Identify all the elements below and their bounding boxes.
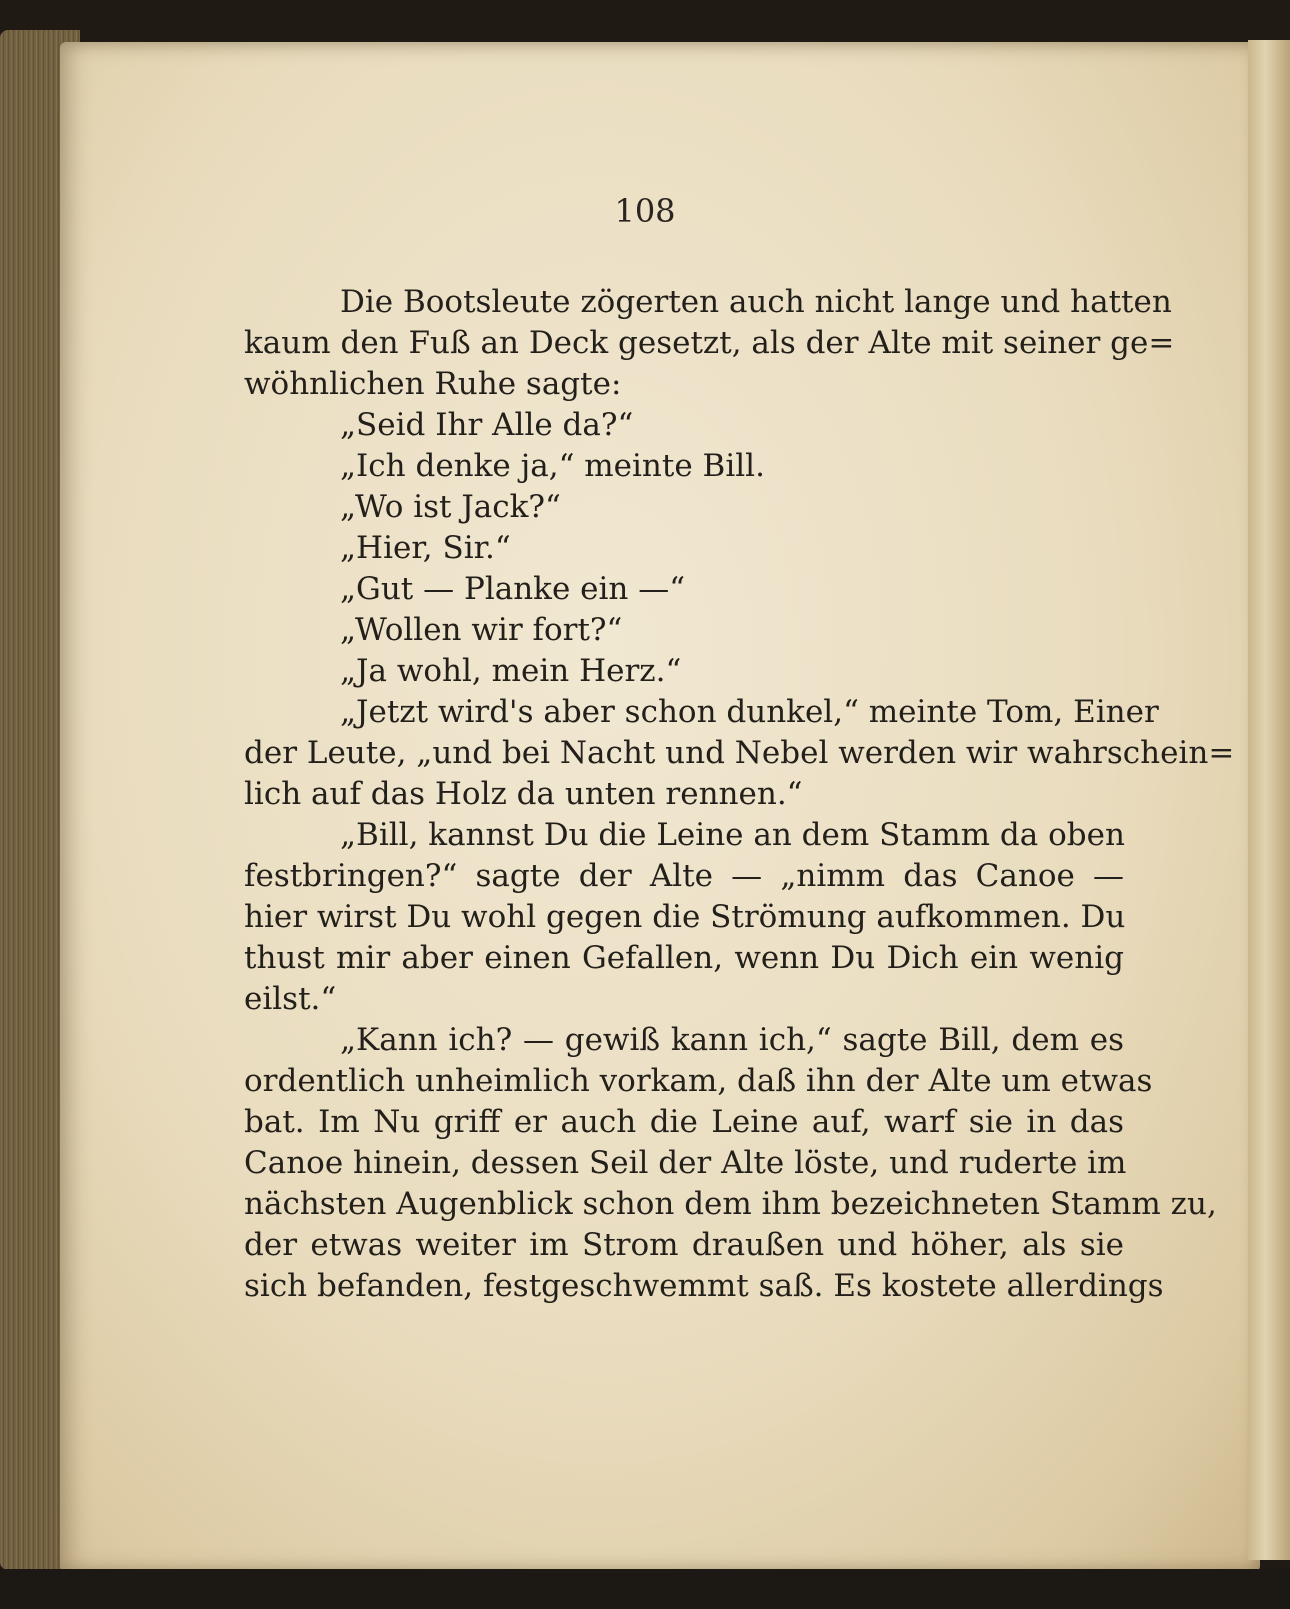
text-line: „Ich denke ja,“ meinte Bill. (340, 448, 765, 484)
text-line: Die Bootsleute zögerten auch nicht lange und hatten (340, 284, 1172, 320)
text-line: „Wollen wir fort?“ (340, 612, 623, 648)
text-line: „Gut — Planke ein —“ (340, 571, 686, 607)
text-line: „Bill, kannst Du die Leine an dem Stamm da oben (340, 817, 1125, 853)
background-band (0, 1569, 1290, 1609)
text-line: nächsten Augenblick schon dem ihm bezeichneten Stamm zu, (244, 1186, 1217, 1222)
text-line: der etwas weiter im Strom draußen und höher, als sie (244, 1227, 1124, 1263)
text-line: lich auf das Holz da unten rennen.“ (244, 776, 803, 812)
text-line: Canoe hinein, dessen Seil der Alte löste, und ruderte im (244, 1145, 1127, 1181)
text-line: ordentlich unheimlich vorkam, daß ihn der Alte um etwas (244, 1063, 1153, 1099)
text-line: „Jetzt wird's aber schon dunkel,“ meinte Tom, Einer (340, 694, 1159, 730)
text-line: „Seid Ihr Alle da?“ (340, 407, 634, 443)
text-line: „Hier, Sir.“ (340, 530, 511, 566)
text-line: kaum den Fuß an Deck gesetzt, als der Alte mit seiner ge= (244, 325, 1175, 361)
text-line: „Kann ich? — gewiß kann ich,“ sagte Bill, dem es (340, 1022, 1124, 1058)
text-line: wöhnlichen Ruhe sagte: (244, 366, 622, 402)
text-line: festbringen?“ sagte der Alte — „nimm das Canoe — (244, 858, 1124, 894)
page-number: 108 (614, 192, 676, 230)
text-line: bat. Im Nu griff er auch die Leine auf, warf sie in das (244, 1104, 1124, 1140)
body-text (244, 282, 1235, 1307)
text-line: thust mir aber einen Gefallen, wenn Du Dich ein wenig (244, 940, 1124, 976)
text-line: eilst.“ (244, 981, 337, 1017)
book-edge-right (1248, 40, 1290, 1560)
text-line: „Wo ist Jack?“ (340, 489, 561, 525)
text-line: hier wirst Du wohl gegen die Strömung aufkommen. Du (244, 899, 1126, 935)
text-line: sich befanden, festgeschwemmt saß. Es kostete allerdings (244, 1268, 1164, 1304)
text-line: „Ja wohl, mein Herz.“ (340, 653, 682, 689)
text-line: der Leute, „und bei Nacht und Nebel werden wir wahrschein= (244, 735, 1235, 771)
